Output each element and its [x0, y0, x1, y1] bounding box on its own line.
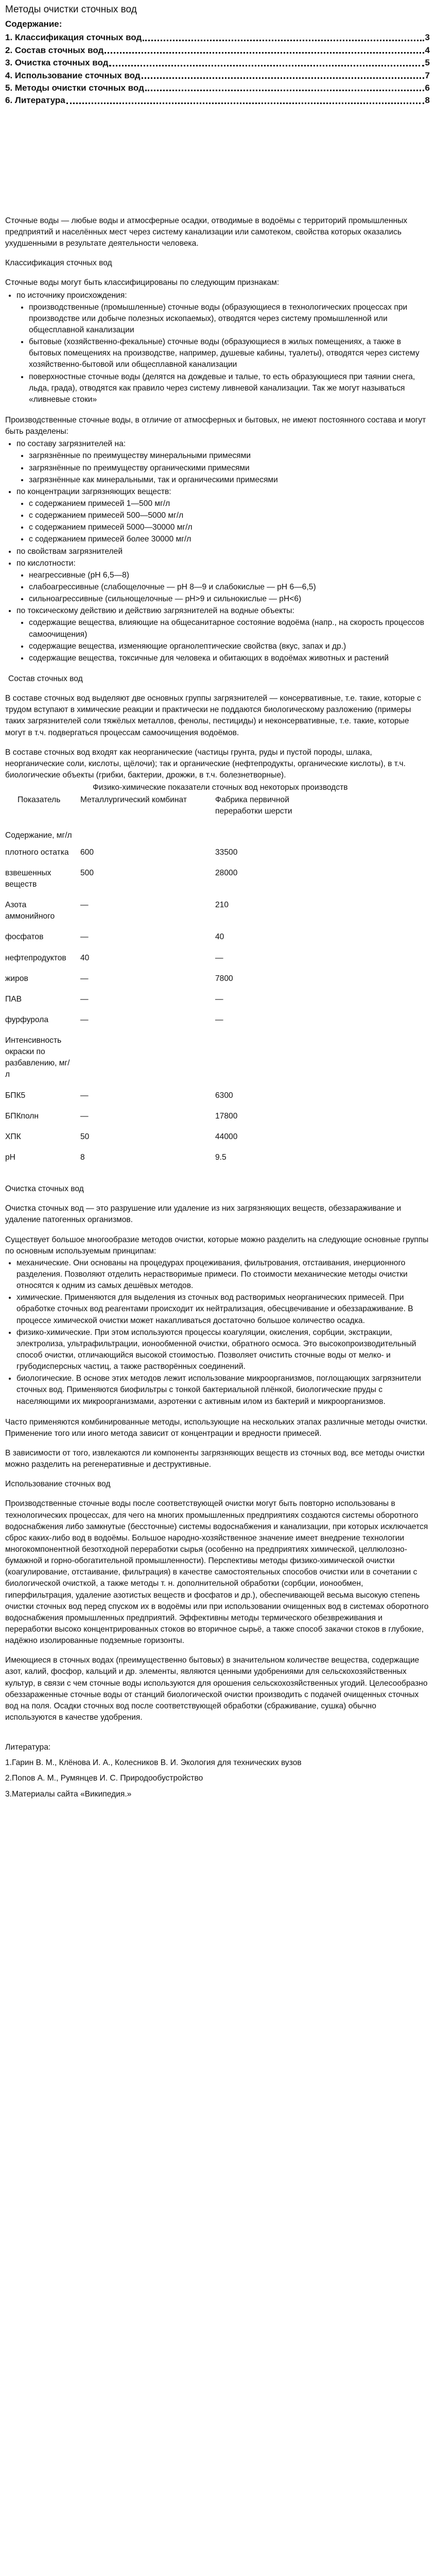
acidity-sublist — [16, 570, 430, 605]
classification-list — [5, 290, 430, 405]
literature-item: 1.Гарин В. М., Клёнова И. А., Колесников В. И. Экология для технических вузов — [5, 1758, 302, 1768]
toc-heading: Содержание: — [5, 19, 62, 29]
table-cell: 9.5 — [215, 1153, 226, 1162]
table-cell: Интенсивность окраски по разбавлению, мг/л — [5, 1036, 70, 1079]
table-cell: ХПК — [5, 1132, 21, 1141]
table-row — [5, 969, 337, 989]
literature-section — [5, 1742, 430, 1800]
list-item: • механические. Они основаны на процедурах процеживания, фильтрования, отстаивания, инерционного разделения. Позволяют отделить нерастворимые примеси. По стоимости механические методы очистки относятся к одним из самых дешёвых методов. — [16, 1258, 430, 1292]
table-cell: 17800 — [215, 1111, 238, 1121]
table-cell: — — [215, 994, 223, 1004]
intro-paragraph: Сточные воды — любые воды и атмосферные осадки, отводимые в водоёмы с территорий промышленных предприятий и населённых мест через систему канализации или самотеком, свойства которых оказались ухудшенными в результате деятельности человека. — [5, 216, 408, 248]
section-heading-treatment: Очистка сточных вод — [5, 1184, 84, 1194]
toc-dot-leader — [142, 70, 424, 79]
table-row — [5, 1106, 337, 1127]
list-item: • загрязнённые по преимуществу органическими примесями — [29, 463, 430, 474]
table-row — [5, 1147, 337, 1168]
table-cell: — — [80, 1091, 89, 1100]
table-row — [5, 863, 337, 895]
treatment-paragraph-1: Очистка сточных вод — это разрушение или удаление из них загрязняющих веществ, обеззараживание и удаление патогенных организмов. — [5, 1204, 402, 1225]
table-row — [5, 819, 337, 842]
table-cell: — — [80, 1111, 89, 1121]
table-cell: 8 — [80, 1153, 85, 1162]
table-cell: 50 — [80, 1132, 90, 1141]
list-item: • слабоагрессивные (слабощелочные — pH 8—9 и слабокислые — pH 6—6,5) — [29, 582, 430, 593]
table-cell: жиров — [5, 974, 28, 983]
list-item: • по концентрации загрязняющих веществ: • с содержанием примесей 1—500 мг/л • с содержанием примесей 500—5000 мг/л • с содержанием примесей 5000—30000 мг/л • с содержанием примесей более 30000 мг/л — [16, 486, 430, 546]
table-cell: 40 — [80, 953, 90, 962]
classification-lead: Сточные воды могут быть классифицированы по следующим признакам: — [5, 278, 280, 287]
table-cell: нефтепродуктов — [5, 953, 66, 962]
list-item: • химические. Применяются для выделения из сточных вод растворимых неорганических примесей. При обработке сточных вод реагентами происходит их нейтрализация, обесцвечивание и обеззараживание. В процессе химической очистки может накапливаться достаточно большое количество осадка. — [16, 1292, 430, 1326]
toc-dot-leader — [143, 31, 424, 41]
table-cell: — — [80, 933, 89, 942]
toc-item[interactable]: 6. Литература 8 — [5, 95, 430, 106]
table-cell: 40 — [215, 933, 224, 942]
column-header: Металлургический комбинат — [80, 795, 187, 805]
section-heading-usage: Использование сточных вод — [5, 1480, 111, 1489]
toc-item[interactable]: 2. Состав сточных вод 4 — [5, 45, 430, 55]
indicators-table — [5, 793, 337, 1168]
list-item: • с содержанием примесей более 30000 мг/л — [29, 534, 430, 545]
table-cell: 33500 — [215, 848, 238, 857]
list-item: • по источнику происхождения: • производственные (промышленные) сточные воды (образующиеся в технологических процессах при производстве или добыче полезных ископаемых), отводятся через систему промышленной или общесплавной канализации • бытовые (хозяйственно-фекальные) сточные воды (образующиеся в жилых помещениях, а также в бытовых помещениях на производстве, например, душевые кабины, туалеты), отводятся через систему хозяйственно-бытовой или общесплавной канализации • поверхностные сточные воды (делятся на дождевые и талые, то есть образующиеся при таянии снега, льда, града), отводятся как правило через систему ливневой канализации. Так же могут называться «ливневые стоки» — [16, 290, 430, 405]
table-cell: — — [80, 994, 89, 1004]
table-cell: — — [215, 953, 223, 962]
composition-paragraph-1: В составе сточных вод выделяют две основных группы загрязнителей — консервативные, т.е. такие, которые с трудом вступают в химические реакции и практически не поддаются биологическому разложению (примеры таких загрязнителей соли тяжёлых металлов, фенолы, пестициды) и неконсервативные, т.е. такие, которые могут в т.ч. подвергаться процессам самоочищения водоёмов. — [5, 694, 421, 737]
table-row — [5, 927, 337, 947]
industrial-classification-list — [5, 438, 430, 664]
table-cell: — — [80, 901, 89, 910]
table-row — [5, 1086, 337, 1106]
toc-item[interactable]: 1. Классификация сточных вод 3 — [5, 32, 430, 43]
table-cell: — — [80, 1015, 89, 1024]
table-cell: 6300 — [215, 1091, 233, 1100]
table-cell: 28000 — [215, 868, 238, 877]
table-header-row — [5, 793, 337, 818]
table-cell: Азота аммонийного — [5, 901, 55, 921]
list-item: • поверхностные сточные воды (делятся на дождевые и талые, то есть образующиеся при таянии снега, льда, града), отводятся как правило через систему ливневой канализации. Так же могут называться «ливневые стоки» — [29, 371, 430, 405]
toc-dot-leader — [109, 57, 424, 66]
list-item: • с содержанием примесей 5000—30000 мг/л — [29, 522, 430, 533]
section-heading-classification: Классификация сточных вод — [5, 259, 112, 268]
table-cell: БПКполн — [5, 1111, 39, 1121]
list-item: • загрязнённые как минеральными, так и органическими примесями — [29, 474, 430, 486]
literature-heading: Литература: — [5, 1743, 51, 1752]
usage-paragraph-1: Производственные сточные воды после соответствующей очистки могут быть повторно использованы в технологических процессах, для чего на многих промышленных предприятиях создаются системы оборотного водоснабжения либо замкнутые (бессточные) системы водоснабжения и канализации, при которых исключается сброс каких-либо вод в водоёмы. Большое народно-хозяйственное значение имеет внедрение технологии многокомпонентной безотходной переработки сырья (особенно на предприятиях химической, целлюлозно-бумажной и горно-обогатительной промышленности). Перспективы методы физико-химической очистки (коагулирование, отстаивание, фильтрация) в качестве самостоятельных способов очистки или в сочетании с биологической очисткой, а также методы т. н. дополнительной обработки (сорбции, ионообмен, гиперфильтрация, удаление азотистых веществ и фосфатов и др.), обеспечивающей весьма высокую степень очистки сточных вод перед спуском их в водоёмы или при использовании очищенных вод в системах оборотного водоснабжения промышленных предприятий. Эффективны методы термического обезвреживания и переработки высоко концентрированных стоков во вторичное сырьё, а также способ закачки стоков в глубокие, надёжно изолированные подземные горизонты. — [5, 1499, 429, 1646]
toxic-sublist — [16, 617, 430, 664]
toc-item[interactable]: 3. Очистка сточных вод 5 — [5, 58, 430, 68]
table-cell: — — [80, 974, 89, 983]
table-cell: БПК5 — [5, 1091, 26, 1100]
table-row — [5, 842, 337, 863]
toc-dot-leader — [104, 44, 424, 54]
list-item: • с содержанием примесей 500—5000 мг/л — [29, 510, 430, 521]
table-cell: плотного остатка — [5, 848, 69, 857]
table-of-contents — [5, 31, 430, 107]
list-item: • по кислотности: • неагрессивные (pH 6,5—8) • слабоагрессивные (слабощелочные — pH 8—9 и слабокислые — pH 6—6,5) • сильноагрессивные (сильнощелочные — pH>9 и сильнокислые — pH<6) — [16, 558, 430, 605]
column-header: Фабрика первичной переработки шерсти — [215, 795, 292, 816]
list-item: • по свойствам загрязнителей — [16, 546, 430, 557]
list-item: • содержащие вещества, токсичные для человека и обитающих в водоёмах животных и растений — [29, 653, 430, 664]
list-item: • биологические. В основе этих методов лежит использование микроорганизмов, поглощающих загрязнители сточных вод. Применяются биофильтры с тонкой бактериальной плёнкой, биологические пруды с населяющими их микроорганизмами, аэротенки с активным илом из бактерий и микроорганизмов. — [16, 1373, 430, 1407]
composition-paragraph-2: В составе сточных вод входят как неорганические (частицы грунта, руды и пустой породы, шлака, неорганические соли, кислоты, щёлочи); так и органические (нефтепродукты, органические кислоты), в т.ч. биологические объекты (грибки, бактерии, дрожжи, в т.ч. болезнетворные). — [5, 748, 406, 779]
treatment-paragraph-3: Часто применяются комбинированные методы, использующие на нескольких этапах различные методы очистки. Применение того или иного метода зависит от концентрации и вредности примесей. — [5, 1417, 428, 1438]
treatment-paragraph-4: В зависимости от того, извлекаются ли компоненты загрязняющих веществ из сточных вод, все методы очистки можно разделить на регенеративные и деструктивные. — [5, 1449, 425, 1469]
table-row — [5, 1030, 337, 1086]
table-row — [5, 989, 337, 1010]
list-item: • физико-химические. При этом используются процессы коагуляции, окисления, сорбции, экстракции, электролиза, ультрафильтрации, ионообменной очистки, обратного осмоса. Это высокопроизводительный способ очистки, отличающийся высокой стоимостью. Позволяет очистить сточные воды от мелко- и грубодисперсных частиц, а также растворённых соединений. — [16, 1327, 430, 1373]
section-heading-composition: Состав сточных вод — [8, 674, 83, 683]
table-cell: ПАВ — [5, 994, 22, 1004]
table-row — [5, 948, 337, 969]
list-item: • производственные (промышленные) сточные воды (образующиеся в технологических процессах при производстве или добыче полезных ископаемых), отводятся через систему промышленной или общесплавной канализации — [29, 302, 430, 336]
list-item: • неагрессивные (pH 6,5—8) — [29, 570, 430, 581]
table-cell: 7800 — [215, 974, 233, 983]
list-item: • содержащие вещества, изменяющие органолептические свойства (вкус, запах и др.) — [29, 641, 430, 652]
table-cell: 210 — [215, 901, 229, 910]
toc-item[interactable]: 5. Методы очистки сточных вод 6 — [5, 82, 430, 93]
table-cell: 600 — [80, 848, 94, 857]
list-item: • бытовые (хозяйственно-фекальные) сточные воды (образующиеся в жилых помещениях, а также в бытовых помещениях на производстве, например, душевые кабины, туалеты), отводятся через систему хозяйственно-бытовой или общесплавной канализации — [29, 336, 430, 370]
table-cell: 44000 — [215, 1132, 238, 1141]
list-item: • содержащие вещества, влияющие на общесанитарное состояние водоёма (напр., на скорость процессов самоочищения) — [29, 617, 430, 640]
toc-item[interactable]: 4. Использование сточных вод 7 — [5, 70, 430, 80]
literature-item: 3.Материалы сайта «Википедия.» — [5, 1789, 132, 1799]
origin-sublist — [16, 302, 430, 405]
table-cell: фосфатов — [5, 933, 44, 942]
table-body — [5, 842, 337, 1168]
toc-dot-leader — [145, 82, 424, 91]
table-row — [5, 895, 337, 927]
list-item: • по токсическому действию и действию загрязнителей на водные объекты: • содержащие вещества, влияющие на общесанитарное состояние водоёма (напр., на скорость процессов самоочищения) • содержащие вещества, изменяющие органолептические свойства (вкус, запах и др.) • содержащие вещества, токсичные для человека и обитающих в водоёмах животных и растений — [16, 605, 430, 664]
list-item: • по составу загрязнителей на: • загрязнённые по преимуществу минеральными примесями • загрязнённые по преимуществу органическими примесями • загрязнённые как минеральными, так и органическими примесями — [16, 438, 430, 486]
table-row — [5, 1127, 337, 1147]
table-cell: pH — [5, 1153, 15, 1162]
page-title: Методы очистки сточных вод — [5, 4, 137, 15]
list-item: • загрязнённые по преимуществу минеральными примесями — [29, 450, 430, 462]
list-item: • с содержанием примесей 1—500 мг/л — [29, 498, 430, 510]
list-item: • сильноагрессивные (сильнощелочные — pH>9 и сильнокислые — pH<6) — [29, 594, 430, 605]
methods-list — [5, 1258, 430, 1408]
table-cell: фурфурола — [5, 1015, 48, 1024]
concentration-sublist — [16, 498, 430, 546]
usage-paragraph-2: Имеющиеся в сточных водах (преимущественно бытовых) в значительном количестве вещества, содержащие азот, калий, фосфор, кальций и др. элементы, являются ценными удобрениями для сельскохозяйственных культур, в связи с чем сточные воды используются для орошения сельскохозяйственных угодий. Целесообразно обеззараженные сточные воды от станций биологической очистки производить с подачей очищенных сточных вод на поля. Осадки сточных вод после соответствующей обработки (сбраживание, сушка) обычно используются в качестве удобрения. — [5, 1656, 428, 1722]
table-cell: Содержание, мг/л — [5, 831, 72, 840]
toc-dot-leader — [66, 94, 424, 104]
table-cell: 500 — [80, 868, 94, 877]
table-cell: взвешенных веществ — [5, 868, 51, 889]
table-cell — [212, 1030, 337, 1086]
table-cell: — — [215, 1015, 223, 1024]
table-cell — [77, 1030, 212, 1086]
column-header: Показатель — [18, 795, 61, 805]
industrial-note: Производственные сточные воды, в отличие от атмосферных и бытовых, не имеют постоянного состава и могут быть разделены: — [5, 416, 426, 436]
table-caption: Физико-химические показатели сточных вод некоторых производств — [93, 783, 348, 792]
literature-item: 2.Попов А. М., Румянцев И. С. Природообустройство — [5, 1774, 203, 1783]
treatment-paragraph-2: Существует большое многообразие методов очистки, которые можно разделить на следующие основные группы по основным используемым принципам: — [5, 1235, 429, 1256]
blank-space — [5, 107, 430, 215]
composition-sublist — [16, 450, 430, 485]
table-row — [5, 1010, 337, 1030]
